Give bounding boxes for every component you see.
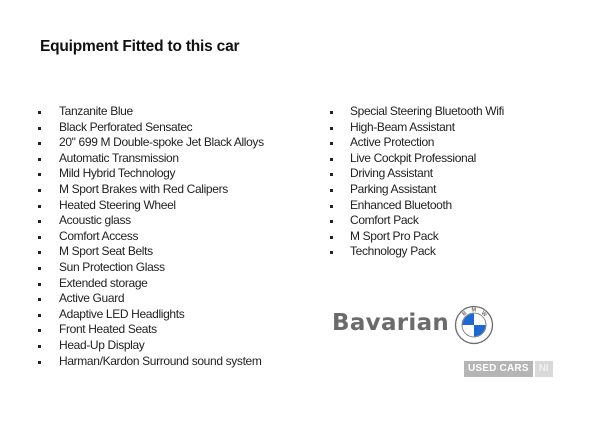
used-cars-badge <box>464 361 553 377</box>
list-item: Sun Protection Glass <box>38 260 264 276</box>
bullet-icon <box>330 158 333 161</box>
list-item: Comfort Access <box>38 229 264 245</box>
bullet-icon <box>38 111 41 114</box>
list-item: Driving Assistant <box>330 166 504 182</box>
bullet-icon <box>38 361 41 364</box>
list-item: Active Guard <box>38 291 264 307</box>
list-item: M Sport Seat Belts <box>38 244 264 260</box>
bullet-icon <box>38 251 41 254</box>
list-item: High-Beam Assistant <box>330 120 504 136</box>
list-item: Live Cockpit Professional <box>330 151 504 167</box>
list-item: Enhanced Bluetooth <box>330 198 504 214</box>
bullet-icon <box>330 173 333 176</box>
badge-used-cars: USED CARS <box>464 361 533 377</box>
list-item: Comfort Pack <box>330 213 504 229</box>
list-item: Harman/Kardon Surround sound system <box>38 354 264 370</box>
badge-region: NI <box>535 361 553 377</box>
list-item: M Sport Brakes with Red Calipers <box>38 182 264 198</box>
bullet-icon <box>330 205 333 208</box>
bullet-icon <box>330 251 333 254</box>
list-item: Tanzanite Blue <box>38 104 264 120</box>
list-item: Acoustic glass <box>38 213 264 229</box>
bullet-icon <box>330 220 333 223</box>
bullet-icon <box>38 173 41 176</box>
bullet-icon <box>330 127 333 130</box>
list-item: Extended storage <box>38 276 264 292</box>
bullet-icon <box>38 314 41 317</box>
list-item: Head-Up Display <box>38 338 264 354</box>
bullet-icon <box>38 205 41 208</box>
list-item: Automatic Transmission <box>38 151 264 167</box>
bullet-icon <box>38 236 41 239</box>
list-item: M Sport Pro Pack <box>330 229 504 245</box>
bullet-icon <box>38 158 41 161</box>
list-item: Front Heated Seats <box>38 322 264 338</box>
list-item: Parking Assistant <box>330 182 504 198</box>
bullet-icon <box>38 345 41 348</box>
list-item: Special Steering Bluetooth Wifi <box>330 104 504 120</box>
list-item: 20" 699 M Double-spoke Jet Black Alloys <box>38 135 264 151</box>
bullet-icon <box>38 127 41 130</box>
bmw-roundel-icon <box>454 305 494 345</box>
bullet-icon <box>38 220 41 223</box>
list-item: Adaptive LED Headlights <box>38 307 264 323</box>
bullet-icon <box>38 329 41 332</box>
list-item: Heated Steering Wheel <box>38 198 264 214</box>
bullet-icon <box>330 142 333 145</box>
svg-text:W: W <box>479 310 488 319</box>
list-item: Technology Pack <box>330 244 504 260</box>
bullet-icon <box>38 189 41 192</box>
svg-text:B: B <box>461 310 469 318</box>
bullet-icon <box>38 283 41 286</box>
list-item: Active Protection <box>330 135 504 151</box>
equipment-list-left <box>38 104 264 369</box>
dealer-wordmark: Bavarian <box>332 310 450 336</box>
svg-text:M: M <box>471 307 477 314</box>
list-item: Black Perforated Sensatec <box>38 120 264 136</box>
bullet-icon <box>38 142 41 145</box>
page-title: Equipment Fitted to this car <box>40 38 240 55</box>
bullet-icon <box>330 111 333 114</box>
bullet-icon <box>38 267 41 270</box>
bullet-icon <box>330 189 333 192</box>
bullet-icon <box>330 236 333 239</box>
equipment-list-right <box>330 104 504 260</box>
bullet-icon <box>38 298 41 301</box>
list-item: Mild Hybrid Technology <box>38 166 264 182</box>
